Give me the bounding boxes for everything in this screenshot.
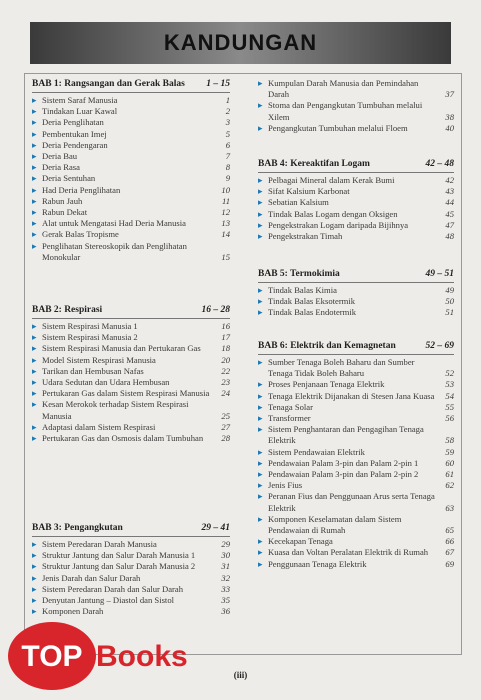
- toc-entry[interactable]: [32, 151, 230, 162]
- toc-entry-page: 42: [445, 175, 454, 185]
- toc-entry[interactable]: [258, 186, 454, 197]
- bullet-arrow-icon: ▸: [32, 572, 37, 583]
- chapter-heading: [258, 158, 454, 173]
- toc-entry-title: Deria Sentuhan: [42, 173, 96, 184]
- chapter-section: [258, 78, 454, 134]
- bullet-arrow-icon: ▸: [258, 78, 263, 88]
- toc-entry-title: Pertukaran Gas dan Osmosis dalam Tumbuhan: [42, 433, 204, 444]
- toc-entry-title: Sistem Respirasi Manusia 1: [42, 321, 138, 331]
- toc-entry[interactable]: [32, 584, 230, 595]
- toc-entry-page: 58: [445, 435, 454, 446]
- bullet-arrow-icon: ▸: [258, 231, 263, 242]
- toc-entry[interactable]: [32, 185, 230, 196]
- page-title: KANDUNGAN: [163, 30, 318, 55]
- toc-entry-title: Transformer: [268, 413, 311, 424]
- toc-entry[interactable]: [32, 433, 230, 444]
- toc-entry-page: 52: [445, 368, 454, 379]
- topbooks-logo: [6, 618, 216, 696]
- bullet-arrow-icon: ▸: [258, 186, 263, 197]
- toc-entry-page: 25: [221, 410, 230, 421]
- toc-entry-page: 67: [445, 547, 454, 558]
- toc-entry[interactable]: [258, 197, 454, 208]
- bullet-arrow-icon: ▸: [258, 491, 263, 502]
- toc-entry-title: Tindakan Luar Kawal: [42, 106, 118, 117]
- toc-entry-page: 18: [221, 343, 230, 354]
- bullet-arrow-icon: ▸: [32, 195, 37, 206]
- toc-entry-title: Had Deria Penglihatan: [42, 184, 121, 195]
- toc-entry[interactable]: [32, 343, 230, 354]
- bullet-arrow-icon: ▸: [32, 539, 37, 549]
- toc-entry-page: 65: [445, 525, 454, 536]
- toc-entry-title: Pembentukan Imej: [42, 128, 107, 139]
- toc-entry[interactable]: [32, 377, 230, 388]
- toc-entry[interactable]: [32, 129, 230, 140]
- toc-entry[interactable]: [32, 595, 230, 606]
- title-banner: [30, 22, 451, 64]
- toc-entry[interactable]: [258, 231, 454, 242]
- bullet-arrow-icon: ▸: [258, 547, 263, 558]
- chapter-section: [32, 304, 230, 444]
- chapter-section: [258, 340, 454, 570]
- toc-entry-title: Pengangkutan Tumbuhan melalui Floem: [268, 122, 408, 133]
- toc-entry-title: Sistem Respirasi Manusia 2: [42, 332, 138, 343]
- toc-entry[interactable]: [258, 402, 454, 413]
- toc-entry-title: Kumpulan Darah Manusia dan Pemindahan Darah: [268, 78, 419, 100]
- bullet-arrow-icon: ▸: [32, 388, 37, 399]
- chapter-heading: [32, 78, 230, 93]
- bullet-arrow-icon: ▸: [258, 100, 263, 111]
- toc-entry-page: 32: [221, 572, 230, 583]
- bullet-arrow-icon: ▸: [32, 606, 37, 617]
- bullet-arrow-icon: ▸: [258, 122, 263, 133]
- toc-entry-title: Tindak Balas Logam dengan Oksigen: [268, 208, 398, 219]
- toc-entry[interactable]: [258, 447, 454, 458]
- toc-entry-page: 62: [445, 480, 454, 491]
- toc-entry-title: Pertukaran Gas dalam Sistem Respirasi Manusia: [42, 388, 210, 399]
- bullet-arrow-icon: ▸: [32, 332, 37, 343]
- toc-entry-title: Deria Pendengaran: [42, 139, 108, 150]
- bullet-arrow-icon: ▸: [258, 175, 263, 185]
- toc-entry-page: 10: [221, 184, 230, 195]
- toc-entry[interactable]: [258, 413, 454, 424]
- toc-entry[interactable]: [258, 78, 454, 100]
- bullet-arrow-icon: ▸: [258, 513, 263, 524]
- chapter-section: [32, 78, 230, 263]
- chapter-page-range: 29 – 41: [201, 523, 230, 533]
- toc-entry-page: 33: [221, 583, 230, 594]
- bullet-arrow-icon: ▸: [32, 207, 37, 218]
- chapter-heading: [32, 304, 230, 319]
- bullet-arrow-icon: ▸: [258, 446, 263, 457]
- toc-entry[interactable]: [32, 196, 230, 207]
- bullet-arrow-icon: ▸: [258, 296, 263, 307]
- toc-entry-title: Sistem Respirasi Manusia dan Pertukaran Gas: [42, 343, 201, 354]
- toc-entry-page: 37: [445, 89, 454, 100]
- bullet-arrow-icon: ▸: [32, 184, 37, 195]
- toc-entry-title: Struktur Jantung dan Salur Darah Manusia 1: [42, 550, 196, 561]
- chapter-heading: [258, 268, 454, 283]
- chapter-page-range: 52 – 69: [425, 341, 454, 351]
- chapter-section: [32, 522, 230, 617]
- toc-entry[interactable]: [258, 123, 454, 134]
- bullet-arrow-icon: ▸: [258, 480, 263, 491]
- toc-entry[interactable]: [32, 366, 230, 377]
- chapter-title: BAB 4: Kereaktifan Logam: [258, 159, 370, 169]
- toc-entry-title: Sistem Peredaran Darah dan Salur Darah: [42, 583, 184, 594]
- toc-entry-page: 31: [221, 561, 230, 572]
- toc-entry-title: Stoma dan Pengangkutan Tumbuhan melalui Xilem: [268, 100, 423, 122]
- bullet-arrow-icon: ▸: [32, 433, 37, 444]
- logo-top-text: TOP: [21, 640, 83, 673]
- toc-entry[interactable]: [32, 388, 230, 399]
- bullet-arrow-icon: ▸: [32, 595, 37, 606]
- bullet-arrow-icon: ▸: [258, 208, 263, 219]
- toc-entry-page: 50: [445, 296, 454, 307]
- toc-entry[interactable]: [258, 307, 454, 318]
- toc-entry-page: 27: [221, 421, 230, 432]
- toc-entry-title: Gerak Balas Tropisme: [42, 229, 119, 240]
- bullet-arrow-icon: ▸: [32, 117, 37, 128]
- toc-entry-page: 51: [445, 307, 454, 318]
- chapter-title: BAB 6: Elektrik dan Kemagnetan: [258, 341, 396, 351]
- toc-entry-title: Sistem Pendawaian Elektrik: [268, 446, 365, 457]
- toc-entry[interactable]: [258, 379, 454, 390]
- toc-entry-page: 9: [225, 173, 230, 184]
- toc-entry-page: 61: [445, 469, 454, 480]
- bullet-arrow-icon: ▸: [32, 139, 37, 150]
- bullet-arrow-icon: ▸: [258, 285, 263, 295]
- bullet-arrow-icon: ▸: [32, 354, 37, 365]
- toc-entry[interactable]: [258, 458, 454, 469]
- toc-entry-title: Komponen Darah: [42, 606, 104, 617]
- toc-entry[interactable]: [258, 536, 454, 547]
- bullet-arrow-icon: ▸: [258, 390, 263, 401]
- toc-entry-page: 49: [445, 285, 454, 295]
- bullet-arrow-icon: ▸: [258, 424, 263, 435]
- toc-entry-page: 12: [221, 207, 230, 218]
- bullet-arrow-icon: ▸: [32, 550, 37, 561]
- bullet-arrow-icon: ▸: [32, 106, 37, 117]
- chapter-title: BAB 5: Termokimia: [258, 269, 340, 279]
- toc-entry-page: 63: [445, 502, 454, 513]
- toc-entry-page: 59: [445, 446, 454, 457]
- toc-entry-page: 15: [221, 251, 230, 262]
- page-number: (iii): [233, 670, 248, 680]
- toc-entry-title: Peranan Fius dan Penggunaan Arus serta Tenaga Elektrik: [268, 491, 435, 513]
- toc-entry[interactable]: [258, 357, 454, 379]
- toc-entry-title: Sistem Penghantaran dan Pengagihan Tenaga Elektrik: [268, 424, 424, 446]
- toc-entry-title: Adaptasi dalam Sistem Respirasi: [42, 421, 156, 432]
- toc-entry-title: Rabun Dekat: [42, 207, 88, 218]
- bullet-arrow-icon: ▸: [258, 197, 263, 208]
- bullet-arrow-icon: ▸: [32, 377, 37, 388]
- chapter-page-range: 1 – 15: [206, 79, 230, 89]
- toc-entry[interactable]: [258, 547, 454, 558]
- toc-entry-title: Tenaga Elektrik Dijanakan di Stesen Jana Kuasa: [268, 390, 435, 401]
- toc-entry[interactable]: [32, 241, 230, 263]
- toc-entry-title: Sistem Peredaran Darah Manusia: [42, 539, 157, 549]
- bullet-arrow-icon: ▸: [258, 536, 263, 547]
- chapter-section: [258, 158, 454, 242]
- toc-entry[interactable]: [258, 220, 454, 231]
- toc-entry[interactable]: [32, 321, 230, 332]
- toc-entry[interactable]: [32, 355, 230, 366]
- toc-entry-page: 53: [445, 379, 454, 390]
- chapter-page-range: 42 – 48: [425, 159, 454, 169]
- toc-entry-title: Tarikan dan Hembusan Nafas: [42, 365, 144, 376]
- toc-entry-title: Tenaga Solar: [268, 401, 313, 412]
- toc-entry-title: Kecekapan Tenaga: [268, 536, 333, 547]
- toc-entry-page: 5: [225, 128, 230, 139]
- toc-entry-title: Komponen Keselamatan dalam Sistem Pendawaian di Rumah: [268, 513, 402, 536]
- toc-entry[interactable]: [258, 285, 454, 296]
- toc-entry[interactable]: [32, 561, 230, 572]
- bullet-arrow-icon: ▸: [32, 583, 37, 594]
- toc-entry-page: 1: [225, 95, 230, 105]
- toc-entry[interactable]: [32, 606, 230, 617]
- toc-entry-page: 45: [445, 208, 454, 219]
- bullet-arrow-icon: ▸: [32, 343, 37, 354]
- bullet-arrow-icon: ▸: [32, 365, 37, 376]
- toc-entry-page: 24: [221, 388, 230, 399]
- toc-entry-page: 7: [225, 151, 230, 162]
- bullet-arrow-icon: ▸: [258, 413, 263, 424]
- toc-entry-page: 35: [221, 595, 230, 606]
- toc-entry-page: 20: [221, 354, 230, 365]
- bullet-arrow-icon: ▸: [258, 469, 263, 480]
- toc-entry-title: Tindak Balas Eksotermik: [268, 296, 356, 307]
- toc-entry[interactable]: [32, 539, 230, 550]
- toc-entry[interactable]: [258, 480, 454, 491]
- toc-entry-title: Proses Penjanaan Tenaga Elektrik: [268, 379, 385, 390]
- toc-entry-page: 29: [221, 539, 230, 549]
- toc-entry-page: 66: [445, 536, 454, 547]
- toc-entry-title: Kesan Merokok terhadap Sistem Respirasi Manusia: [42, 399, 189, 421]
- toc-entry[interactable]: [32, 173, 230, 184]
- toc-entry-page: 28: [221, 433, 230, 444]
- chapter-heading: [258, 340, 454, 355]
- bullet-arrow-icon: ▸: [32, 95, 37, 105]
- toc-entry-page: 13: [221, 218, 230, 229]
- toc-entry-title: Deria Rasa: [42, 162, 80, 173]
- bullet-arrow-icon: ▸: [32, 421, 37, 432]
- toc-entry-title: Deria Penglihatan: [42, 117, 104, 128]
- toc-entry-title: Sumber Tenaga Boleh Baharu dan Sumber Tenaga Tidak Boleh Baharu: [268, 357, 415, 379]
- toc-entry-page: 11: [222, 195, 230, 206]
- toc-entry[interactable]: [32, 399, 230, 421]
- toc-entry-page: 54: [445, 390, 454, 401]
- toc-entry[interactable]: [258, 491, 454, 513]
- toc-entry-page: 36: [221, 606, 230, 617]
- bullet-arrow-icon: ▸: [32, 128, 37, 139]
- toc-entry-title: Sistem Saraf Manusia: [42, 95, 118, 105]
- toc-entry-title: Model Sistem Respirasi Manusia: [42, 354, 156, 365]
- toc-entry-title: Deria Bau: [42, 151, 78, 162]
- chapter-title: BAB 3: Pengangkutan: [32, 523, 123, 533]
- bullet-arrow-icon: ▸: [258, 401, 263, 412]
- toc-entry-page: 6: [225, 139, 230, 150]
- toc-entry-page: 30: [221, 550, 230, 561]
- toc-entry[interactable]: [258, 424, 454, 446]
- toc-entry-page: 2: [225, 106, 230, 117]
- toc-entry-title: Sebatian Kalsium: [268, 197, 329, 208]
- toc-entry[interactable]: [32, 550, 230, 561]
- toc-entry-title: Kuasa dan Voltan Peralatan Elektrik di Rumah: [268, 547, 429, 558]
- toc-entry-title: Pendawaian Palam 3-pin dan Palam 2-pin 2: [268, 469, 419, 480]
- toc-entry-title: Tindak Balas Kimia: [268, 285, 337, 295]
- toc-entry-page: 60: [445, 457, 454, 468]
- bullet-arrow-icon: ▸: [32, 162, 37, 173]
- toc-entry-page: 16: [221, 321, 230, 331]
- toc-entry[interactable]: [258, 514, 454, 536]
- toc-entry[interactable]: [32, 218, 230, 229]
- toc-entry-title: Pelbagai Mineral dalam Kerak Bumi: [268, 175, 395, 185]
- bullet-arrow-icon: ▸: [32, 240, 37, 251]
- toc-entry-page: 14: [221, 229, 230, 240]
- toc-entry-page: 8: [225, 162, 230, 173]
- logo-books-text: Books: [96, 640, 188, 673]
- bullet-arrow-icon: ▸: [32, 151, 37, 162]
- toc-entry-title: Jenis Darah dan Salur Darah: [42, 572, 141, 583]
- bullet-arrow-icon: ▸: [32, 561, 37, 572]
- toc-entry-page: 55: [445, 401, 454, 412]
- toc-entry[interactable]: [32, 106, 230, 117]
- toc-entry-title: Penglihatan Stereoskopik dan Penglihatan Monokular: [42, 240, 187, 262]
- toc-entry-page: 38: [445, 111, 454, 122]
- bullet-arrow-icon: ▸: [258, 219, 263, 230]
- bullet-arrow-icon: ▸: [32, 399, 37, 410]
- toc-entry-title: Tindak Balas Endotermik: [268, 307, 357, 318]
- toc-entry-title: Pengekstrakan Timah: [268, 231, 343, 242]
- toc-entry[interactable]: [258, 296, 454, 307]
- toc-entry[interactable]: [32, 207, 230, 218]
- toc-entry-page: 3: [225, 117, 230, 128]
- toc-entry[interactable]: [32, 95, 230, 106]
- toc-entry[interactable]: [32, 117, 230, 128]
- toc-entry[interactable]: [32, 332, 230, 343]
- toc-entry-title: Rabun Jauh: [42, 195, 83, 206]
- bullet-arrow-icon: ▸: [32, 321, 37, 331]
- toc-entry-page: 17: [221, 332, 230, 343]
- toc-entry[interactable]: [258, 175, 454, 186]
- toc-entry-page: 69: [445, 558, 454, 569]
- toc-entry-page: 40: [445, 122, 454, 133]
- toc-entry-page: 23: [221, 377, 230, 388]
- bullet-arrow-icon: ▸: [258, 379, 263, 390]
- bullet-arrow-icon: ▸: [258, 357, 263, 367]
- toc-entry-title: Alat untuk Mengatasi Had Deria Manusia: [42, 218, 186, 229]
- toc-entry[interactable]: [32, 229, 230, 240]
- toc-entry[interactable]: [258, 469, 454, 480]
- bullet-arrow-icon: ▸: [258, 307, 263, 318]
- toc-entry-title: Jenis Fius: [268, 480, 303, 491]
- toc-entry[interactable]: [32, 162, 230, 173]
- bullet-arrow-icon: ▸: [258, 457, 263, 468]
- chapter-page-range: 16 – 28: [201, 305, 230, 315]
- toc-entry[interactable]: [258, 559, 454, 570]
- toc-entry-page: 44: [445, 197, 454, 208]
- toc-entry[interactable]: [32, 422, 230, 433]
- bullet-arrow-icon: ▸: [32, 218, 37, 229]
- toc-entry[interactable]: [32, 140, 230, 151]
- bullet-arrow-icon: ▸: [32, 173, 37, 184]
- toc-entry[interactable]: [32, 573, 230, 584]
- chapter-heading: [32, 522, 230, 537]
- toc-entry-page: 48: [445, 231, 454, 242]
- toc-entry-page: 47: [445, 219, 454, 230]
- toc-entry-title: Sifat Kalsium Karbonat: [268, 186, 350, 197]
- toc-entry-title: Penggunaan Tenaga Elektrik: [268, 558, 367, 569]
- toc-entry-title: Struktur Jantung dan Salur Darah Manusia 2: [42, 561, 196, 572]
- toc-entry[interactable]: [258, 391, 454, 402]
- toc-entry-page: 43: [445, 186, 454, 197]
- toc-entry-page: 22: [221, 365, 230, 376]
- bullet-arrow-icon: ▸: [258, 558, 263, 569]
- toc-entry[interactable]: [258, 209, 454, 220]
- bullet-arrow-icon: ▸: [32, 229, 37, 240]
- toc-entry-title: Pendawaian Palam 3-pin dan Palam 2-pin 1: [268, 457, 419, 468]
- chapter-section: [258, 268, 454, 319]
- chapter-page-range: 49 – 51: [425, 269, 454, 279]
- toc-entry-title: Udara Sedutan dan Udara Hembusan: [42, 377, 170, 388]
- toc-entry-title: Denyutan Jantung – Diastol dan Sistol: [42, 595, 174, 606]
- chapter-title: BAB 2: Respirasi: [32, 305, 103, 315]
- toc-entry-page: 56: [445, 413, 454, 424]
- chapter-title: BAB 1: Rangsangan dan Gerak Balas: [32, 79, 185, 89]
- toc-entry-title: Pengekstrakan Logam daripada Bijihnya: [268, 219, 409, 230]
- toc-entry[interactable]: [258, 100, 454, 122]
